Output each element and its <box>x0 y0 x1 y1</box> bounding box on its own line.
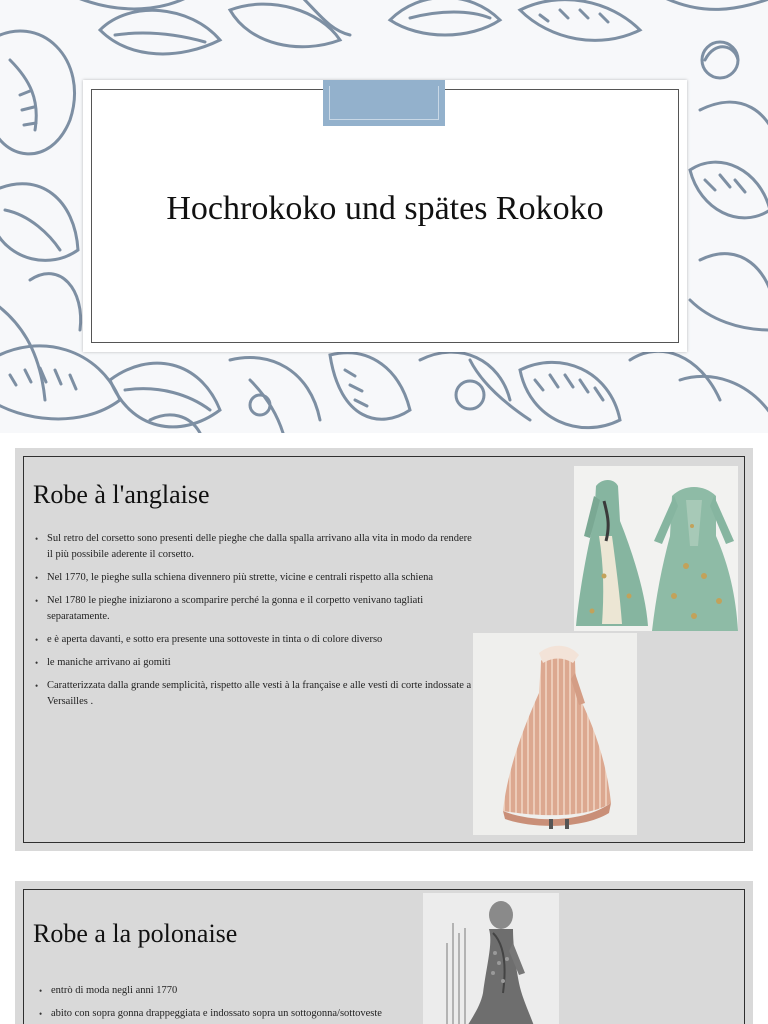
polonaise-engraving-image <box>423 893 559 1024</box>
list-item: • Sul retro del corsetto sono presenti delle pieghe che dalla spalla arrivano alla vita in modo da rendere il più possibile aderente il corsetto. <box>33 531 473 563</box>
list-item: • Nel 1780 le pieghe iniziarono a scomparire perché la gonna e il corpetto venivano tagliati separatamente. <box>33 593 473 625</box>
list-item: • le maniche arrivano ai gomiti <box>33 655 473 671</box>
green-dresses-photo <box>574 466 738 631</box>
slide-heading: Robe a la polonaise <box>33 919 238 948</box>
list-item: • e è aperta davanti, e sotto era presente una sottoveste in tinta o di colore diverso <box>33 632 473 648</box>
slide-title: Hochrokoko und spätes Rokoko <box>166 190 604 227</box>
title-slide <box>0 0 768 433</box>
bullet-list <box>37 983 437 1024</box>
slide-robe-anglaise <box>15 448 753 851</box>
list-item: • abito con sopra gonna drappeggiata e indossato sopra un sottogonna/sottoveste <box>37 1006 437 1022</box>
bullet-list <box>33 531 473 717</box>
title-accent-tab <box>323 80 445 126</box>
title-card <box>83 80 687 352</box>
list-item: • Caratterizzata dalla grande semplicità, rispetto alle vesti à la française e alle vesti di corte indossate a Versailles . <box>33 678 473 710</box>
list-item: • Nel 1770, le pieghe sulla schiena divennero più strette, vicine e centrali rispetto alla schiena <box>33 570 473 586</box>
slide-robe-polonaise <box>15 881 753 1024</box>
pink-dress-photo <box>473 633 637 835</box>
list-item: • entrò di moda negli anni 1770 <box>37 983 437 999</box>
slide-heading: Robe à l'anglaise <box>33 480 210 509</box>
